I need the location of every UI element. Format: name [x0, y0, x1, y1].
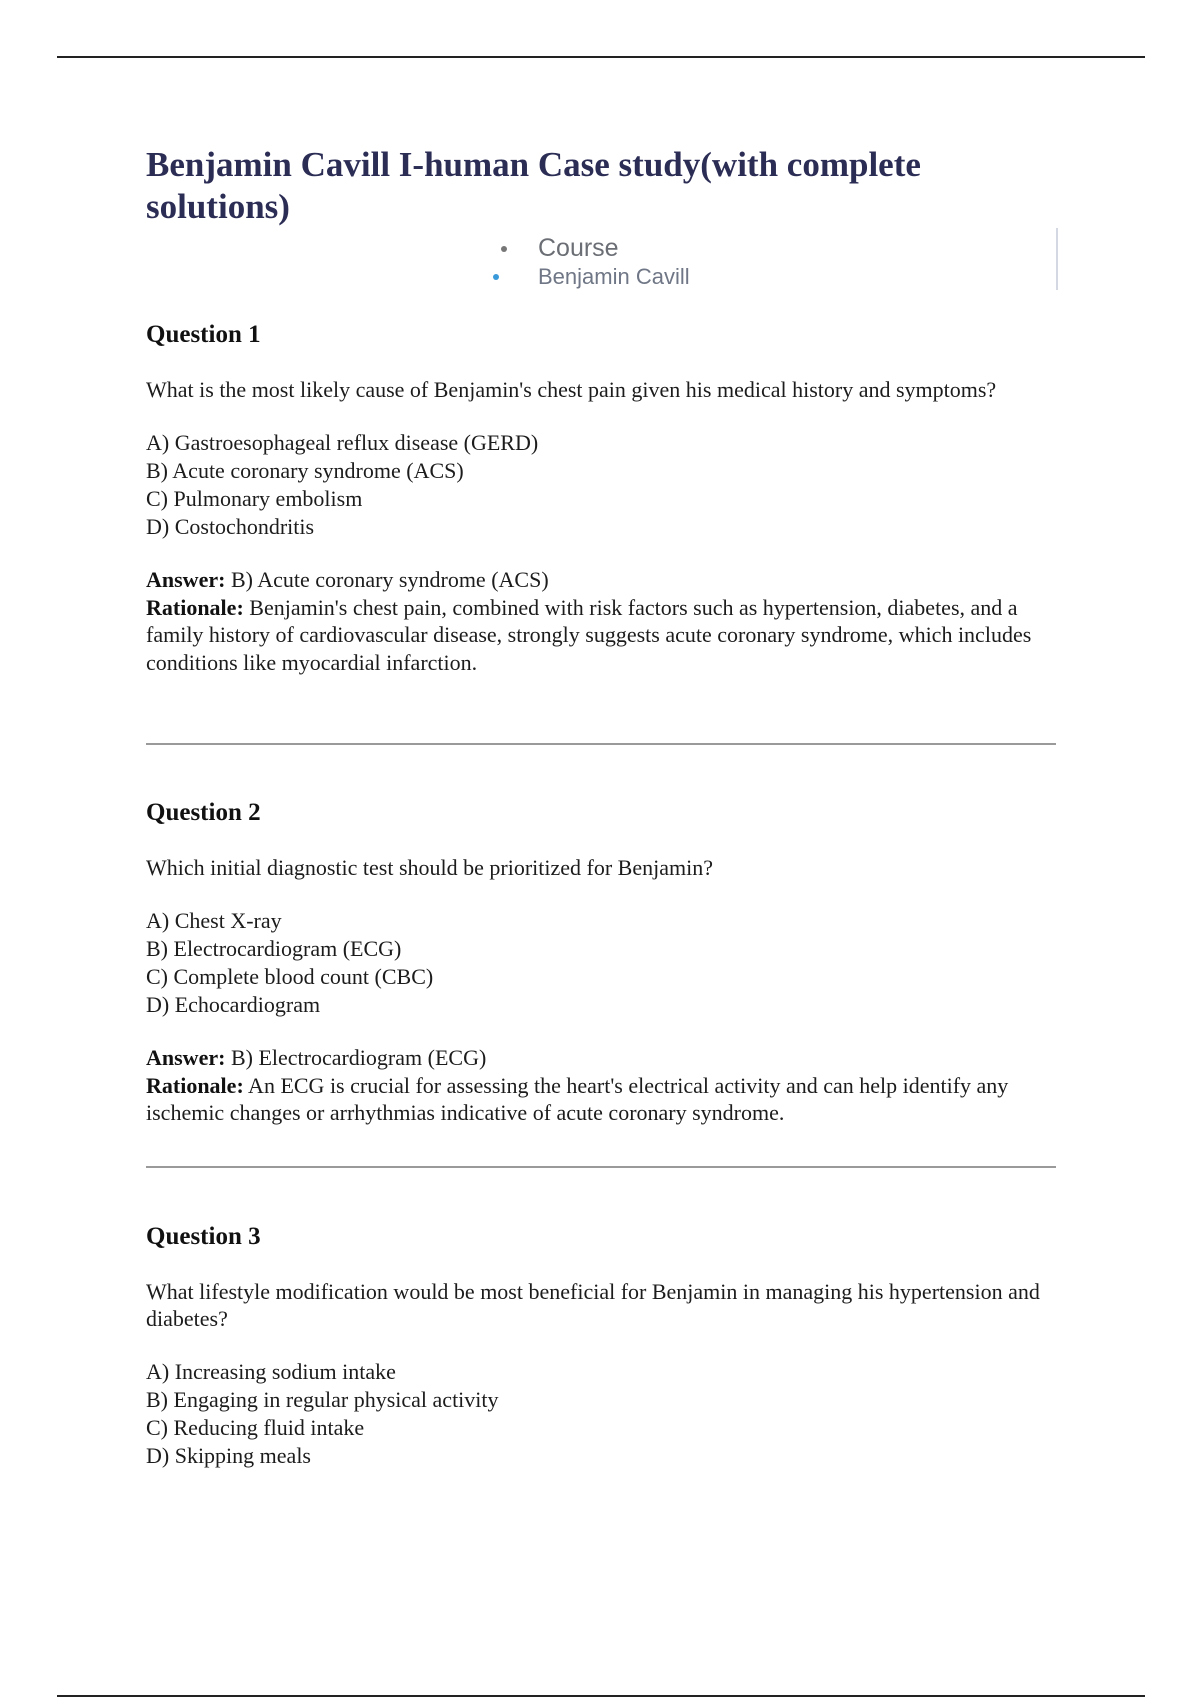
answer-block	[146, 566, 1056, 676]
option-a: A) Increasing sodium intake	[146, 1359, 396, 1384]
question-heading: Question 2	[146, 799, 261, 826]
bottom-page-rule	[57, 1695, 1145, 1697]
question-text: What lifestyle modification would be most beneficial for Benjamin in managing his hypertension and diabetes?	[146, 1279, 1040, 1331]
answer-label: Answer:	[146, 567, 226, 592]
section-divider	[146, 743, 1056, 745]
option-b: B) Acute coronary syndrome (ACS)	[146, 458, 464, 483]
option-b: B) Electrocardiogram (ECG)	[146, 936, 402, 961]
document-title: Benjamin Cavill I-human Case study(with complete solutions)	[146, 145, 921, 226]
meta-author-item[interactable]	[538, 263, 690, 291]
question-3	[146, 1222, 1056, 1470]
question-heading: Question 3	[146, 1223, 261, 1250]
option-c: C) Pulmonary embolism	[146, 486, 363, 511]
answer-options	[146, 1358, 1056, 1470]
question-2	[146, 798, 1056, 1127]
answer-value: B) Electrocardiogram (ECG)	[225, 1045, 487, 1070]
rationale-label: Rationale:	[146, 1072, 244, 1098]
option-d: D) Skipping meals	[146, 1443, 311, 1468]
option-c: C) Reducing fluid intake	[146, 1415, 365, 1440]
meta-course-item[interactable]	[538, 233, 619, 263]
answer-label: Answer:	[146, 1045, 226, 1070]
document-meta	[490, 228, 1058, 290]
option-a: A) Gastroesophageal reflux disease (GERD)	[146, 430, 539, 455]
question-text: Which initial diagnostic test should be prioritized for Benjamin?	[146, 855, 713, 880]
bullet-icon	[501, 246, 507, 252]
answer-block	[146, 1044, 1056, 1127]
rationale-text: An ECG is crucial for assessing the heart's electrical activity and can help identify any ischemic changes or arrhythmias indicative of acute coronary syndrome.	[146, 1072, 1009, 1125]
answer-line	[146, 566, 1056, 594]
meta-author-name: Benjamin Cavill	[538, 264, 690, 289]
meta-course-label: Course	[538, 234, 619, 262]
option-d: D) Costochondritis	[146, 514, 315, 539]
option-c: C) Complete blood count (CBC)	[146, 964, 434, 989]
section-divider	[146, 1166, 1056, 1168]
bullet-icon	[493, 274, 499, 280]
question-1	[146, 320, 1056, 676]
rationale-label: Rationale:	[146, 594, 244, 620]
question-heading: Question 1	[146, 321, 261, 348]
answer-value: B) Acute coronary syndrome (ACS)	[225, 567, 549, 592]
rationale-line	[146, 594, 1056, 677]
option-a: A) Chest X-ray	[146, 908, 282, 933]
rationale-line	[146, 1072, 1056, 1127]
answer-options	[146, 907, 1056, 1019]
rationale-text: Benjamin's chest pain, combined with risk factors such as hypertension, diabetes, and a family history of cardiovascular disease, strongly suggests acute coronary syndrome, which includes conditions like myocardial infarction.	[146, 594, 1032, 675]
answer-options	[146, 429, 1056, 541]
answer-line	[146, 1044, 1056, 1072]
option-d: D) Echocardiogram	[146, 992, 321, 1017]
option-b: B) Engaging in regular physical activity	[146, 1387, 499, 1412]
top-page-rule	[57, 56, 1145, 58]
question-text: What is the most likely cause of Benjamin's chest pain given his medical history and symptoms?	[146, 377, 997, 402]
